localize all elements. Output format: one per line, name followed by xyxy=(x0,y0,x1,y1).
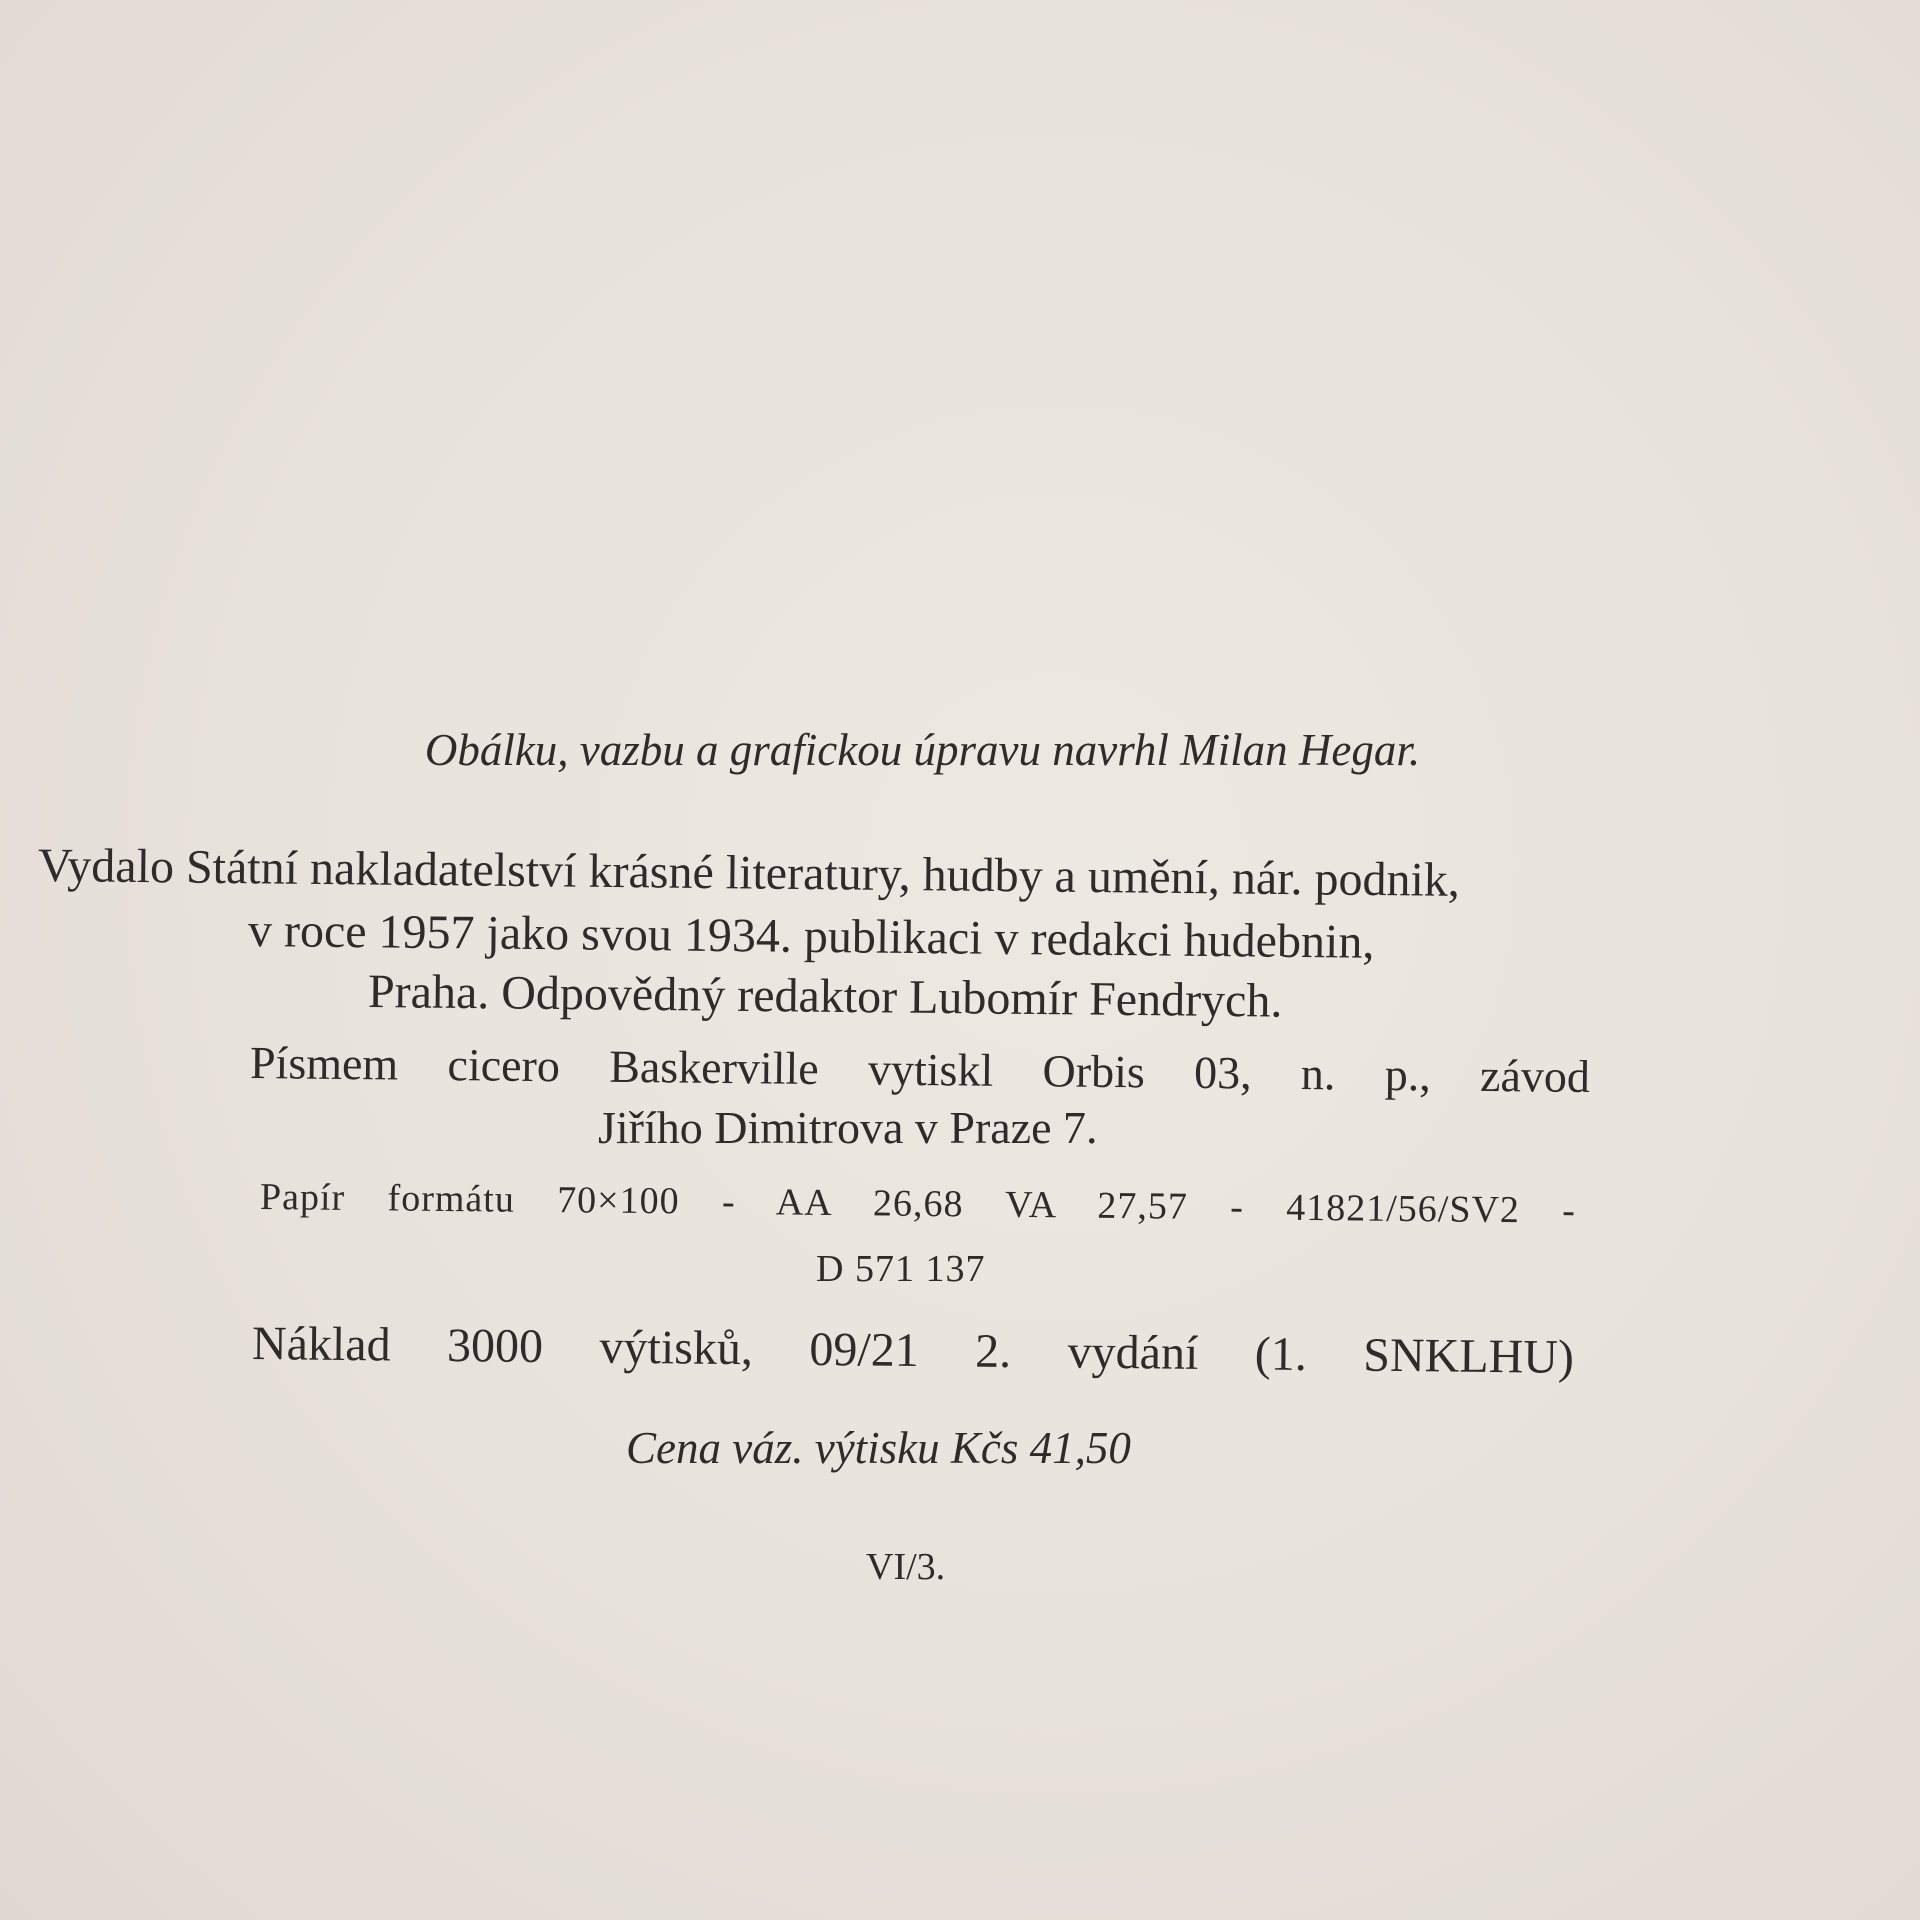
design-credit: Obálku, vazbu a grafickou úpravu navrhl Milan Hegar. xyxy=(424,725,1421,775)
publisher-line-2: v roce 1957 jako svou 1934. publikaci v redakci hudebnin, xyxy=(247,904,1375,969)
paper-format-line: Papír formátu 70×100 - AA 26,68 VA 27,57 - 41821/56/SV2 - xyxy=(259,1176,1577,1232)
paper-code-line: D 571 137 xyxy=(816,1248,986,1290)
publisher-line-3: Praha. Odpovědný redaktor Lubomír Fendrych. xyxy=(367,965,1283,1028)
edition-line: Náklad 3000 výtisků, 09/21 2. vydání (1. SNKLHU) xyxy=(251,1317,1575,1384)
printing-line-1: Písmem cicero Baskerville vytiskl Orbis 03, n. p., závod xyxy=(249,1037,1591,1103)
print-mark: VI/3. xyxy=(866,1546,946,1588)
price-line: Cena váz. výtisku Kčs 41,50 xyxy=(626,1423,1131,1473)
publisher-line-1: Vydalo Státní nakladatelství krásné literatury, hudby a umění, nár. podnik, xyxy=(37,839,1461,907)
printing-line-2: Jiřího Dimitrova v Praze 7. xyxy=(598,1102,1098,1153)
